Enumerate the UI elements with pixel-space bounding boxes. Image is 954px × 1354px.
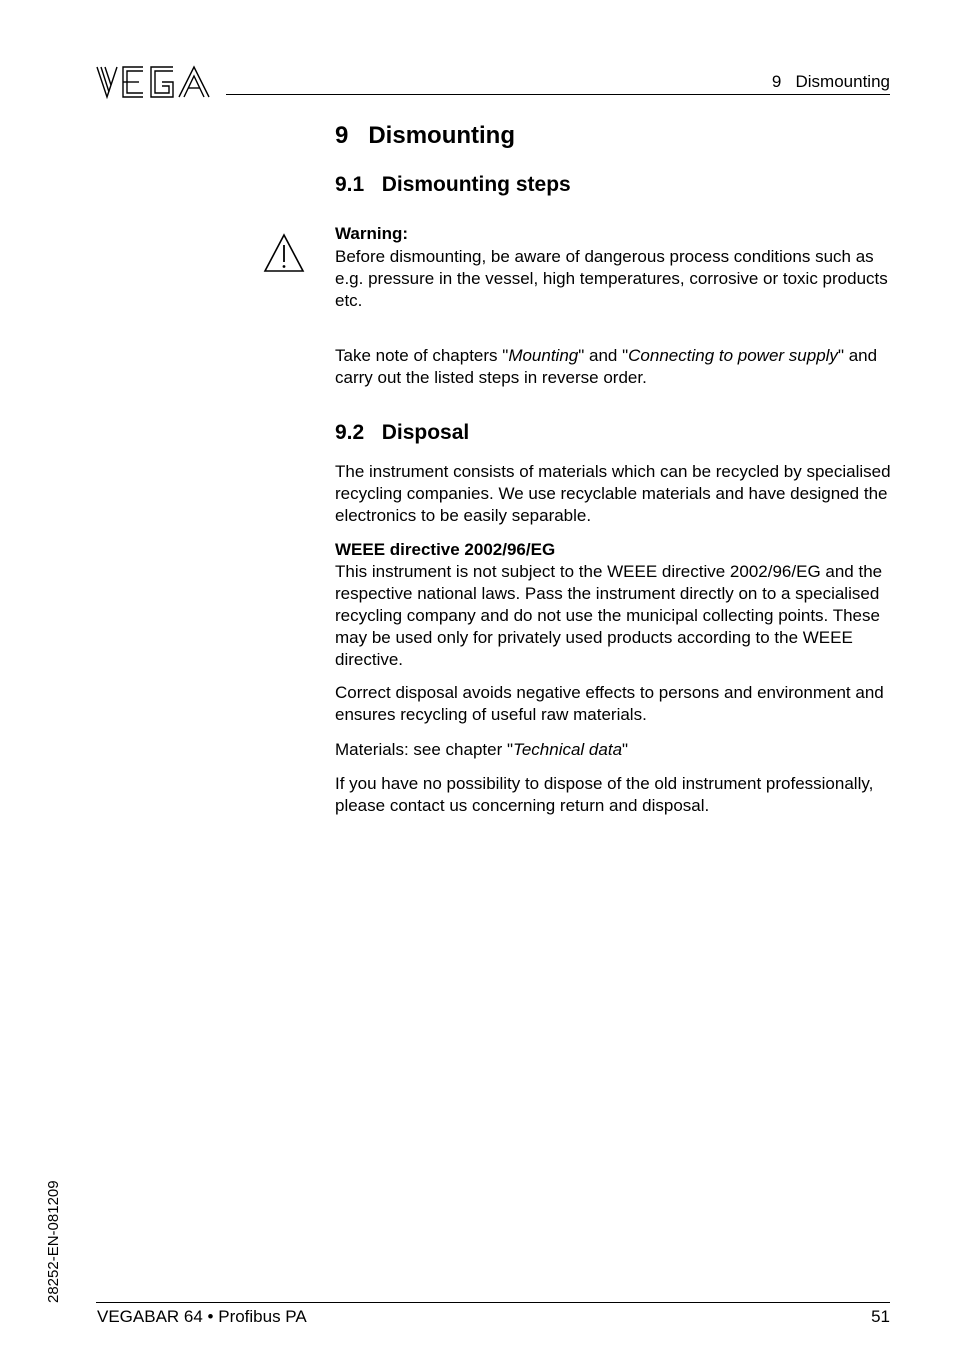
materials-note	[335, 739, 891, 761]
correct-disposal-text: Correct disposal avoids negative effects to persons and environment and ensures recycling of useful raw materials.	[335, 683, 884, 724]
footer-rule	[96, 1302, 890, 1303]
materials-text: Materials: see chapter "	[335, 740, 514, 759]
note-text: Take note of chapters "	[335, 346, 509, 365]
header-chapter: 9 Dismounting	[771, 72, 890, 91]
warning-triangle-icon	[262, 232, 306, 274]
header-rule	[226, 94, 890, 95]
section-heading-dismounting-steps: 9.1 Dismounting steps	[335, 173, 571, 196]
note-text: " and "	[578, 346, 629, 365]
link-mounting: Mounting	[508, 346, 579, 365]
link-connecting-to-power-supply: Connecting to power supply	[628, 346, 838, 365]
link-technical-data: Technical data	[513, 740, 623, 759]
return-disposal-text: If you have no possibility to dispose of the old instrument professionally, please contact us concerning return and disposal.	[335, 774, 874, 815]
weee-text: This instrument is not subject to the WEEE directive 2002/96/EG and the respective national laws. Pass the instrument directly on to a specialised recycling company and do not use the municipal collecting points. These may be used only for privately used products according to the WEEE directive.	[335, 562, 883, 669]
note-text: " and carry out the listed steps in reverse order.	[335, 346, 878, 387]
section-heading-disposal: 9.2 Disposal	[335, 421, 470, 444]
chapter-title: 9 Dismounting	[335, 122, 515, 149]
page-number: 51	[871, 1307, 890, 1326]
weee-label: WEEE directive 2002/96/EG	[335, 540, 556, 559]
disposal-intro: The instrument consists of materials which can be recycled by specialised recycling companies. We use recyclable materials and have designed the electronics to be easily separable.	[335, 462, 891, 525]
document-code: 28252-EN-081209	[45, 1180, 62, 1303]
warning-text: Before dismounting, be aware of dangerous process conditions such as e.g. pressure in the vessel, high temperatures, corrosive or toxic products etc.	[335, 247, 888, 310]
materials-text: "	[622, 740, 629, 759]
warning-label: Warning:	[335, 224, 409, 243]
footer-product: VEGABAR 64 • Profibus PA	[97, 1307, 307, 1326]
vega-logo	[95, 64, 215, 100]
reverse-order-note	[335, 345, 891, 389]
